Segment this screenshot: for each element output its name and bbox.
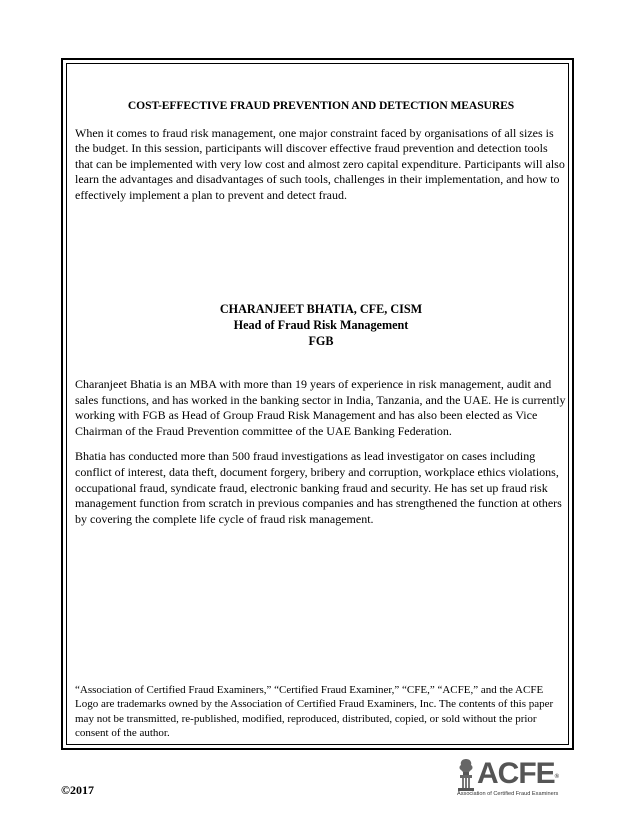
session-title: COST-EFFECTIVE FRAUD PREVENTION AND DETECTION MEASURES: [127, 99, 515, 112]
logo-text: ACFE: [477, 757, 555, 790]
acfe-emblem-icon: [454, 758, 478, 792]
speaker-name: CHARANJEET BHATIA, CFE, CISM: [219, 302, 423, 316]
session-section: [75, 98, 567, 204]
logo-subtitle: Association of Certified Fraud Examiners: [457, 791, 559, 797]
session-description: When it comes to fraud risk management, one major constraint faced by organisations of all sizes is the budget. In this session, participants will discover effective fraud prevention and detection tools that can be implemented with very low cost and almost zero capital expenditure. Participants will also learn the advantages and disadvantages of such tools, challenges in their implementation, and how to effectively implement a plan to prevent and detect fraud.: [75, 125, 565, 202]
speaker-bio: [75, 377, 567, 537]
copyright: ©2017: [61, 783, 94, 797]
speaker-organization: FGB: [308, 334, 334, 348]
speaker-heading: [75, 301, 567, 349]
speaker-role: Head of Fraud Risk Management: [233, 318, 409, 332]
trademark-notice: [75, 683, 567, 740]
acfe-logo: [454, 758, 574, 804]
trademark-text: “Association of Certified Fraud Examiners,” “Certified Fraud Examiner,” “CFE,” “ACFE,” and the ACFE Logo are trademarks owned by the Association of Certified Fraud Examiners, Inc. The contents of this paper may not be transmitted, re-published, modified, reproduced, distributed, copied, or sold without the prior consent of the author.: [75, 684, 554, 739]
bio-paragraph: Charanjeet Bhatia is an MBA with more than 19 years of experience in risk management, audit and sales functions, and has worked in the banking sector in India, Tanzania, and the UAE. He is currently working with FGB as Head of Group Fraud Risk Management and has also been elected as Vice Chairman of the Fraud Prevention committee of the UAE Banking Federation.: [75, 377, 566, 438]
logo-wordmark: [477, 758, 558, 790]
logo-trademark: ®: [554, 774, 559, 780]
bio-paragraph: Bhatia has conducted more than 500 fraud investigations as lead investigator on cases including conflict of interest, data theft, document forgery, bribery and corruption, workplace ethics violations, occupational fraud, syndicate fraud, electronic banking fraud and security. He has set up fraud risk management function from scratch in previous companies and has strengthened the function at others by covering the complete life cycle of fraud risk management.: [75, 449, 562, 526]
